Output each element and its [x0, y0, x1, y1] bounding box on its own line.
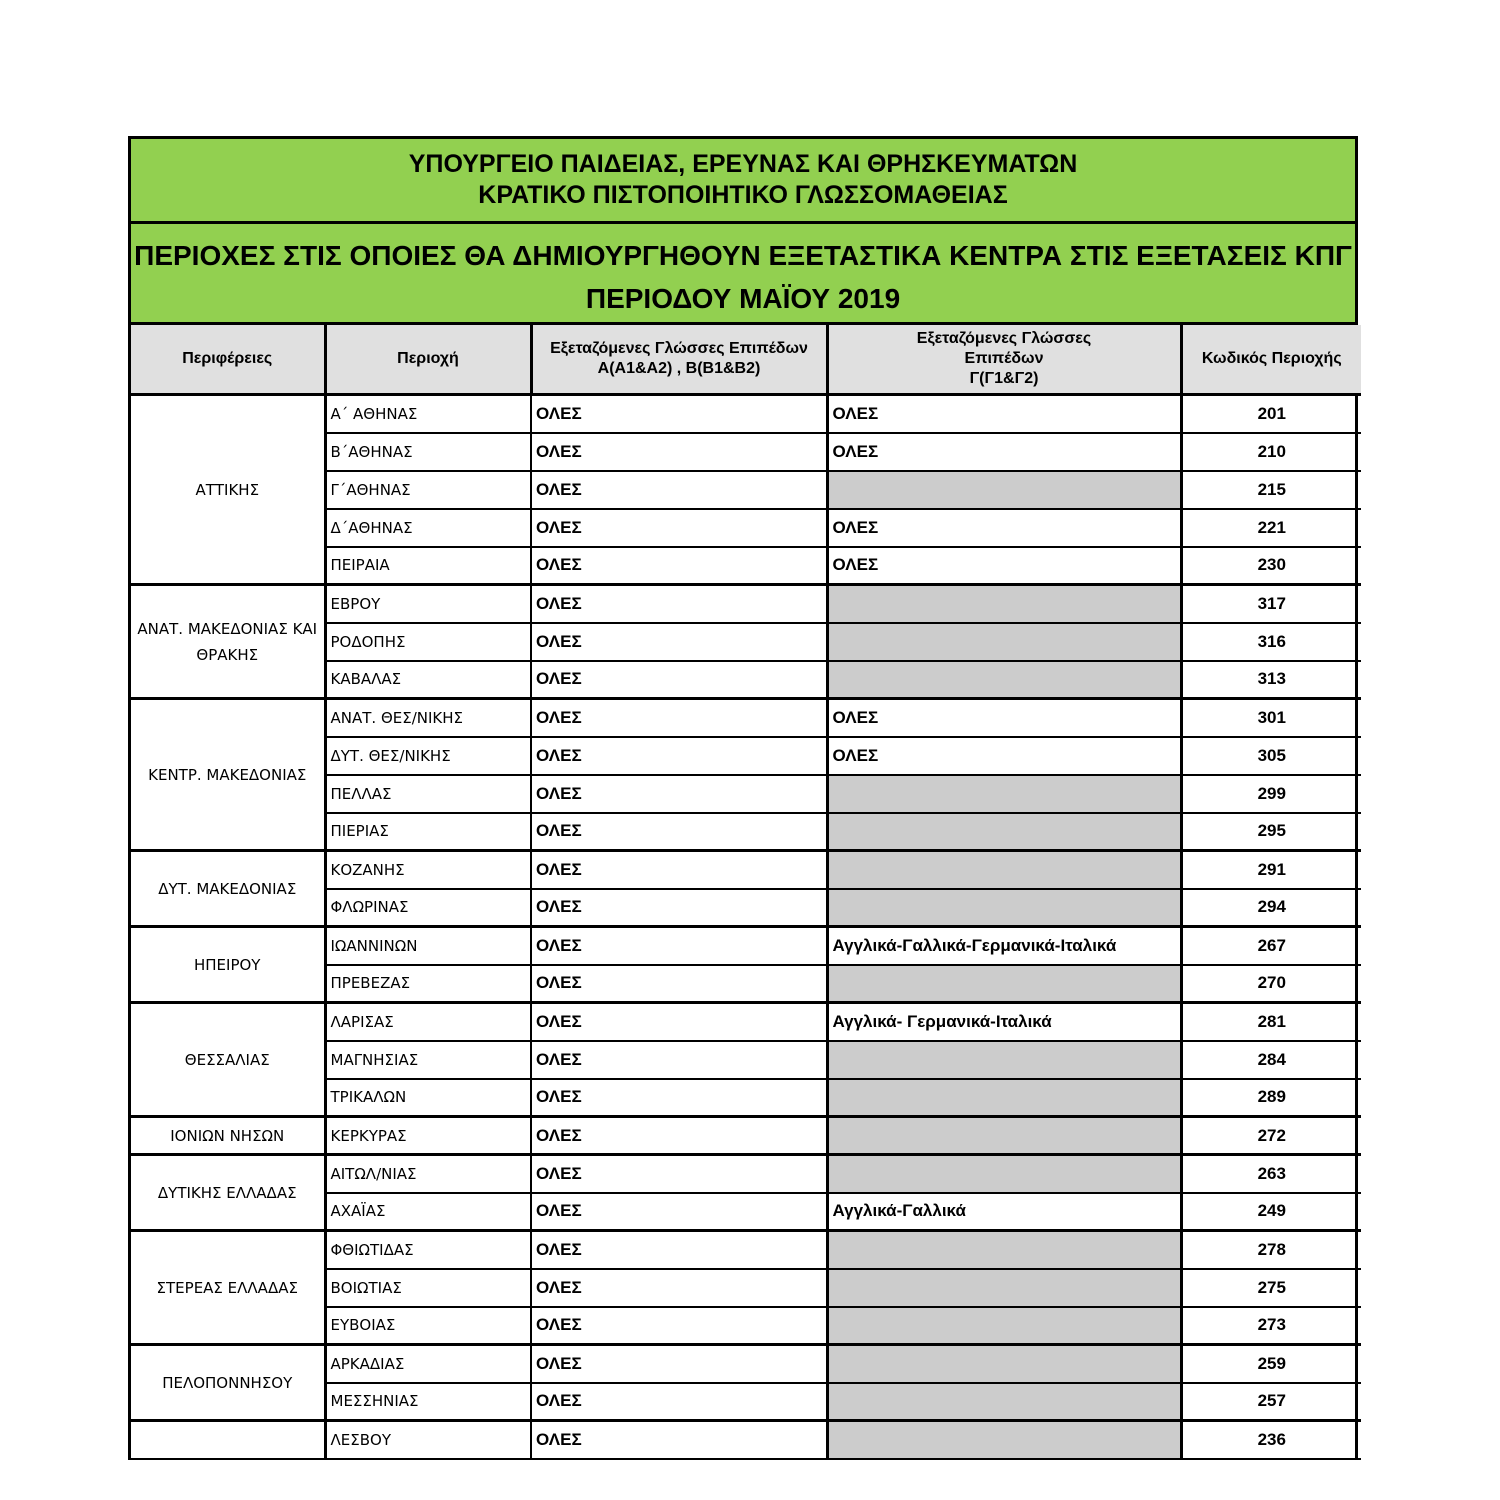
area-cell: ΠΕΙΡΑΙΑ [325, 547, 531, 585]
area-cell: Β΄ΑΘΗΝΑΣ [325, 433, 531, 471]
languages-a-b-cell: ΟΛΕΣ [531, 1117, 827, 1155]
table-row [131, 1345, 1361, 1383]
table-body [131, 395, 1361, 1459]
area-cell: Γ΄ΑΘΗΝΑΣ [325, 471, 531, 509]
exam-centers-sheet [128, 136, 1358, 1460]
area-code-cell: 289 [1181, 1079, 1361, 1117]
area-code-cell: 273 [1181, 1307, 1361, 1345]
area-code-cell: 299 [1181, 775, 1361, 813]
area-code-cell: 215 [1181, 471, 1361, 509]
column-header-languages-a-b-line-1: Εξεταζόμενες Γλώσσες Επιπέδων [550, 340, 808, 357]
area-cell: ΛΑΡΙΣΑΣ [325, 1003, 531, 1041]
languages-c-cell: Αγγλικά- Γερμανικά-Ιταλικά [827, 1003, 1181, 1041]
title-line-2: ΠΕΡΙΟΔΟΥ ΜΑΪΟΥ 2019 [585, 283, 901, 314]
languages-a-b-cell: ΟΛΕΣ [531, 433, 827, 471]
languages-a-b-cell: ΟΛΕΣ [531, 699, 827, 737]
languages-c-cell [827, 1041, 1181, 1079]
languages-a-b-cell: ΟΛΕΣ [531, 965, 827, 1003]
area-cell: ΠΙΕΡΙΑΣ [325, 813, 531, 851]
area-code-cell: 291 [1181, 851, 1361, 889]
area-code-cell: 316 [1181, 623, 1361, 661]
area-code-cell: 236 [1181, 1421, 1361, 1459]
languages-a-b-cell: ΟΛΕΣ [531, 547, 827, 585]
languages-c-cell: ΟΛΕΣ [827, 509, 1181, 547]
area-code-cell: 259 [1181, 1345, 1361, 1383]
exam-centers-table [131, 325, 1361, 1460]
document-title [131, 224, 1355, 325]
languages-c-cell [827, 1421, 1181, 1459]
area-cell: ΕΥΒΟΙΑΣ [325, 1307, 531, 1345]
region-cell: ΙΟΝΙΩΝ ΝΗΣΩΝ [131, 1117, 325, 1155]
languages-c-cell [827, 851, 1181, 889]
languages-a-b-cell: ΟΛΕΣ [531, 775, 827, 813]
area-code-cell: 305 [1181, 737, 1361, 775]
table-header-row [131, 325, 1361, 395]
languages-a-b-cell: ΟΛΕΣ [531, 1041, 827, 1079]
languages-a-b-cell: ΟΛΕΣ [531, 1421, 827, 1459]
languages-c-cell [827, 1383, 1181, 1421]
area-code-cell: 249 [1181, 1193, 1361, 1231]
languages-c-cell [827, 775, 1181, 813]
column-header-region: Περιφέρειες [131, 325, 325, 395]
ministry-name: ΥΠΟΥΡΓΕΙΟ ΠΑΙΔΕΙΑΣ, ΕΡΕΥΝΑΣ ΚΑΙ ΘΡΗΣΚΕΥΜΑΤΩΝ [408, 150, 1078, 178]
area-cell: ΑΡΚΑΔΙΑΣ [325, 1345, 531, 1383]
languages-c-cell: ΟΛΕΣ [827, 395, 1181, 433]
area-cell: ΑΧΑΪΑΣ [325, 1193, 531, 1231]
languages-a-b-cell: ΟΛΕΣ [531, 1231, 827, 1269]
area-code-cell: 270 [1181, 965, 1361, 1003]
table-row [131, 851, 1361, 889]
area-code-cell: 313 [1181, 661, 1361, 699]
area-code-cell: 278 [1181, 1231, 1361, 1269]
table-row [131, 927, 1361, 965]
languages-c-cell: ΟΛΕΣ [827, 737, 1181, 775]
languages-a-b-cell: ΟΛΕΣ [531, 737, 827, 775]
ministry-header [131, 139, 1355, 224]
languages-a-b-cell: ΟΛΕΣ [531, 509, 827, 547]
languages-c-cell: ΟΛΕΣ [827, 547, 1181, 585]
column-header-languages-c-line-2: Επιπέδων [964, 350, 1044, 367]
area-code-cell: 230 [1181, 547, 1361, 585]
table-row [131, 1117, 1361, 1155]
area-cell: ΦΛΩΡΙΝΑΣ [325, 889, 531, 927]
region-cell: ΠΕΛΟΠΟΝΝΗΣΟΥ [131, 1345, 325, 1421]
languages-c-cell [827, 889, 1181, 927]
languages-a-b-cell: ΟΛΕΣ [531, 1269, 827, 1307]
region-cell: ΑΤΤΙΚΗΣ [131, 395, 325, 585]
languages-a-b-cell: ΟΛΕΣ [531, 1193, 827, 1231]
languages-a-b-cell: ΟΛΕΣ [531, 813, 827, 851]
area-code-cell: 295 [1181, 813, 1361, 851]
languages-c-cell [827, 1155, 1181, 1193]
area-cell: ΚΑΒΑΛΑΣ [325, 661, 531, 699]
languages-c-cell [827, 623, 1181, 661]
region-cell [131, 1421, 325, 1459]
area-cell: Δ΄ΑΘΗΝΑΣ [325, 509, 531, 547]
area-code-cell: 263 [1181, 1155, 1361, 1193]
region-cell: ΔΥΤΙΚΗΣ ΕΛΛΑΔΑΣ [131, 1155, 325, 1231]
table-row [131, 1421, 1361, 1459]
table-row [131, 1155, 1361, 1193]
area-code-cell: 267 [1181, 927, 1361, 965]
area-cell: ΔΥΤ. ΘΕΣ/ΝΙΚΗΣ [325, 737, 531, 775]
languages-a-b-cell: ΟΛΕΣ [531, 1345, 827, 1383]
languages-c-cell [827, 585, 1181, 623]
area-cell: ΜΑΓΝΗΣΙΑΣ [325, 1041, 531, 1079]
languages-c-cell [827, 1307, 1181, 1345]
region-cell: ΗΠΕΙΡΟΥ [131, 927, 325, 1003]
area-cell: ΠΡΕΒΕΖΑΣ [325, 965, 531, 1003]
table-row [131, 395, 1361, 433]
area-code-cell: 257 [1181, 1383, 1361, 1421]
column-header-languages-a-b [531, 325, 827, 395]
area-cell: ΚΕΡΚΥΡΑΣ [325, 1117, 531, 1155]
area-code-cell: 317 [1181, 585, 1361, 623]
column-header-languages-c-line-3: Γ(Γ1&Γ2) [969, 370, 1039, 387]
languages-c-cell [827, 471, 1181, 509]
area-cell: ΑΝΑΤ. ΘΕΣ/ΝΙΚΗΣ [325, 699, 531, 737]
languages-a-b-cell: ΟΛΕΣ [531, 927, 827, 965]
area-cell: ΙΩΑΝΝΙΝΩΝ [325, 927, 531, 965]
column-header-code: Κωδικός Περιοχής [1181, 325, 1361, 395]
area-code-cell: 284 [1181, 1041, 1361, 1079]
area-code-cell: 301 [1181, 699, 1361, 737]
area-cell: ΕΒΡΟΥ [325, 585, 531, 623]
column-header-languages-c [827, 325, 1181, 395]
languages-a-b-cell: ΟΛΕΣ [531, 1003, 827, 1041]
area-cell: ΒΟΙΩΤΙΑΣ [325, 1269, 531, 1307]
column-header-languages-c-line-1: Εξεταζόμενες Γλώσσες [916, 330, 1092, 347]
area-cell: Α΄ ΑΘΗΝΑΣ [325, 395, 531, 433]
languages-a-b-cell: ΟΛΕΣ [531, 471, 827, 509]
languages-c-cell [827, 1231, 1181, 1269]
area-cell: ΜΕΣΣΗΝΙΑΣ [325, 1383, 531, 1421]
area-cell: ΦΘΙΩΤΙΔΑΣ [325, 1231, 531, 1269]
languages-c-cell: ΟΛΕΣ [827, 699, 1181, 737]
languages-c-cell: Αγγλικά-Γαλλικά [827, 1193, 1181, 1231]
area-cell: ΚΟΖΑΝΗΣ [325, 851, 531, 889]
table-row [131, 699, 1361, 737]
languages-a-b-cell: ΟΛΕΣ [531, 1079, 827, 1117]
languages-c-cell [827, 1269, 1181, 1307]
area-cell: ΑΙΤΩΛ/ΝΙΑΣ [325, 1155, 531, 1193]
column-header-area: Περιοχή [325, 325, 531, 395]
region-cell: ΘΕΣΣΑΛΙΑΣ [131, 1003, 325, 1117]
languages-c-cell [827, 661, 1181, 699]
area-code-cell: 294 [1181, 889, 1361, 927]
languages-c-cell: ΟΛΕΣ [827, 433, 1181, 471]
region-cell: ΔΥΤ. ΜΑΚΕΔΟΝΙΑΣ [131, 851, 325, 927]
title-line-1: ΠΕΡΙΟΧΕΣ ΣΤΙΣ ΟΠΟΙΕΣ ΘΑ ΔΗΜΙΟΥΡΓΗΘΟΥΝ ΕΞΕΤΑΣΤΙΚΑ ΚΕΝΤΡΑ ΣΤΙΣ ΕΞΕΤΑΣΕΙΣ ΚΠΓ [134, 240, 1352, 271]
languages-a-b-cell: ΟΛΕΣ [531, 1155, 827, 1193]
region-cell: ΑΝΑΤ. ΜΑΚΕΔΟΝΙΑΣ ΚΑΙ ΘΡΑΚΗΣ [131, 585, 325, 699]
languages-c-cell [827, 965, 1181, 1003]
region-cell: ΚΕΝΤΡ. ΜΑΚΕΔΟΝΙΑΣ [131, 699, 325, 851]
languages-a-b-cell: ΟΛΕΣ [531, 851, 827, 889]
languages-c-cell: Αγγλικά-Γαλλικά-Γερμανικά-Ιταλικά [827, 927, 1181, 965]
area-cell: ΛΕΣΒΟΥ [325, 1421, 531, 1459]
languages-a-b-cell: ΟΛΕΣ [531, 1383, 827, 1421]
table-row [131, 1231, 1361, 1269]
certificate-name: ΚΡΑΤΙΚΟ ΠΙΣΤΟΠΟΙΗΤΙΚΟ ΓΛΩΣΣΟΜΑΘΕΙΑΣ [478, 181, 1008, 209]
area-cell: ΤΡΙΚΑΛΩΝ [325, 1079, 531, 1117]
languages-a-b-cell: ΟΛΕΣ [531, 661, 827, 699]
area-code-cell: 281 [1181, 1003, 1361, 1041]
languages-a-b-cell: ΟΛΕΣ [531, 1307, 827, 1345]
region-cell: ΣΤΕΡΕΑΣ ΕΛΛΑΔΑΣ [131, 1231, 325, 1345]
column-header-languages-a-b-line-2: Α(Α1&Α2) , Β(Β1&Β2) [597, 360, 761, 377]
area-code-cell: 221 [1181, 509, 1361, 547]
languages-c-cell [827, 1117, 1181, 1155]
languages-c-cell [827, 813, 1181, 851]
languages-a-b-cell: ΟΛΕΣ [531, 585, 827, 623]
table-row [131, 585, 1361, 623]
area-cell: ΠΕΛΛΑΣ [325, 775, 531, 813]
languages-c-cell [827, 1345, 1181, 1383]
area-cell: ΡΟΔΟΠΗΣ [325, 623, 531, 661]
languages-a-b-cell: ΟΛΕΣ [531, 889, 827, 927]
languages-a-b-cell: ΟΛΕΣ [531, 623, 827, 661]
area-code-cell: 272 [1181, 1117, 1361, 1155]
area-code-cell: 201 [1181, 395, 1361, 433]
languages-a-b-cell: ΟΛΕΣ [531, 395, 827, 433]
area-code-cell: 275 [1181, 1269, 1361, 1307]
area-code-cell: 210 [1181, 433, 1361, 471]
languages-c-cell [827, 1079, 1181, 1117]
table-row [131, 1003, 1361, 1041]
